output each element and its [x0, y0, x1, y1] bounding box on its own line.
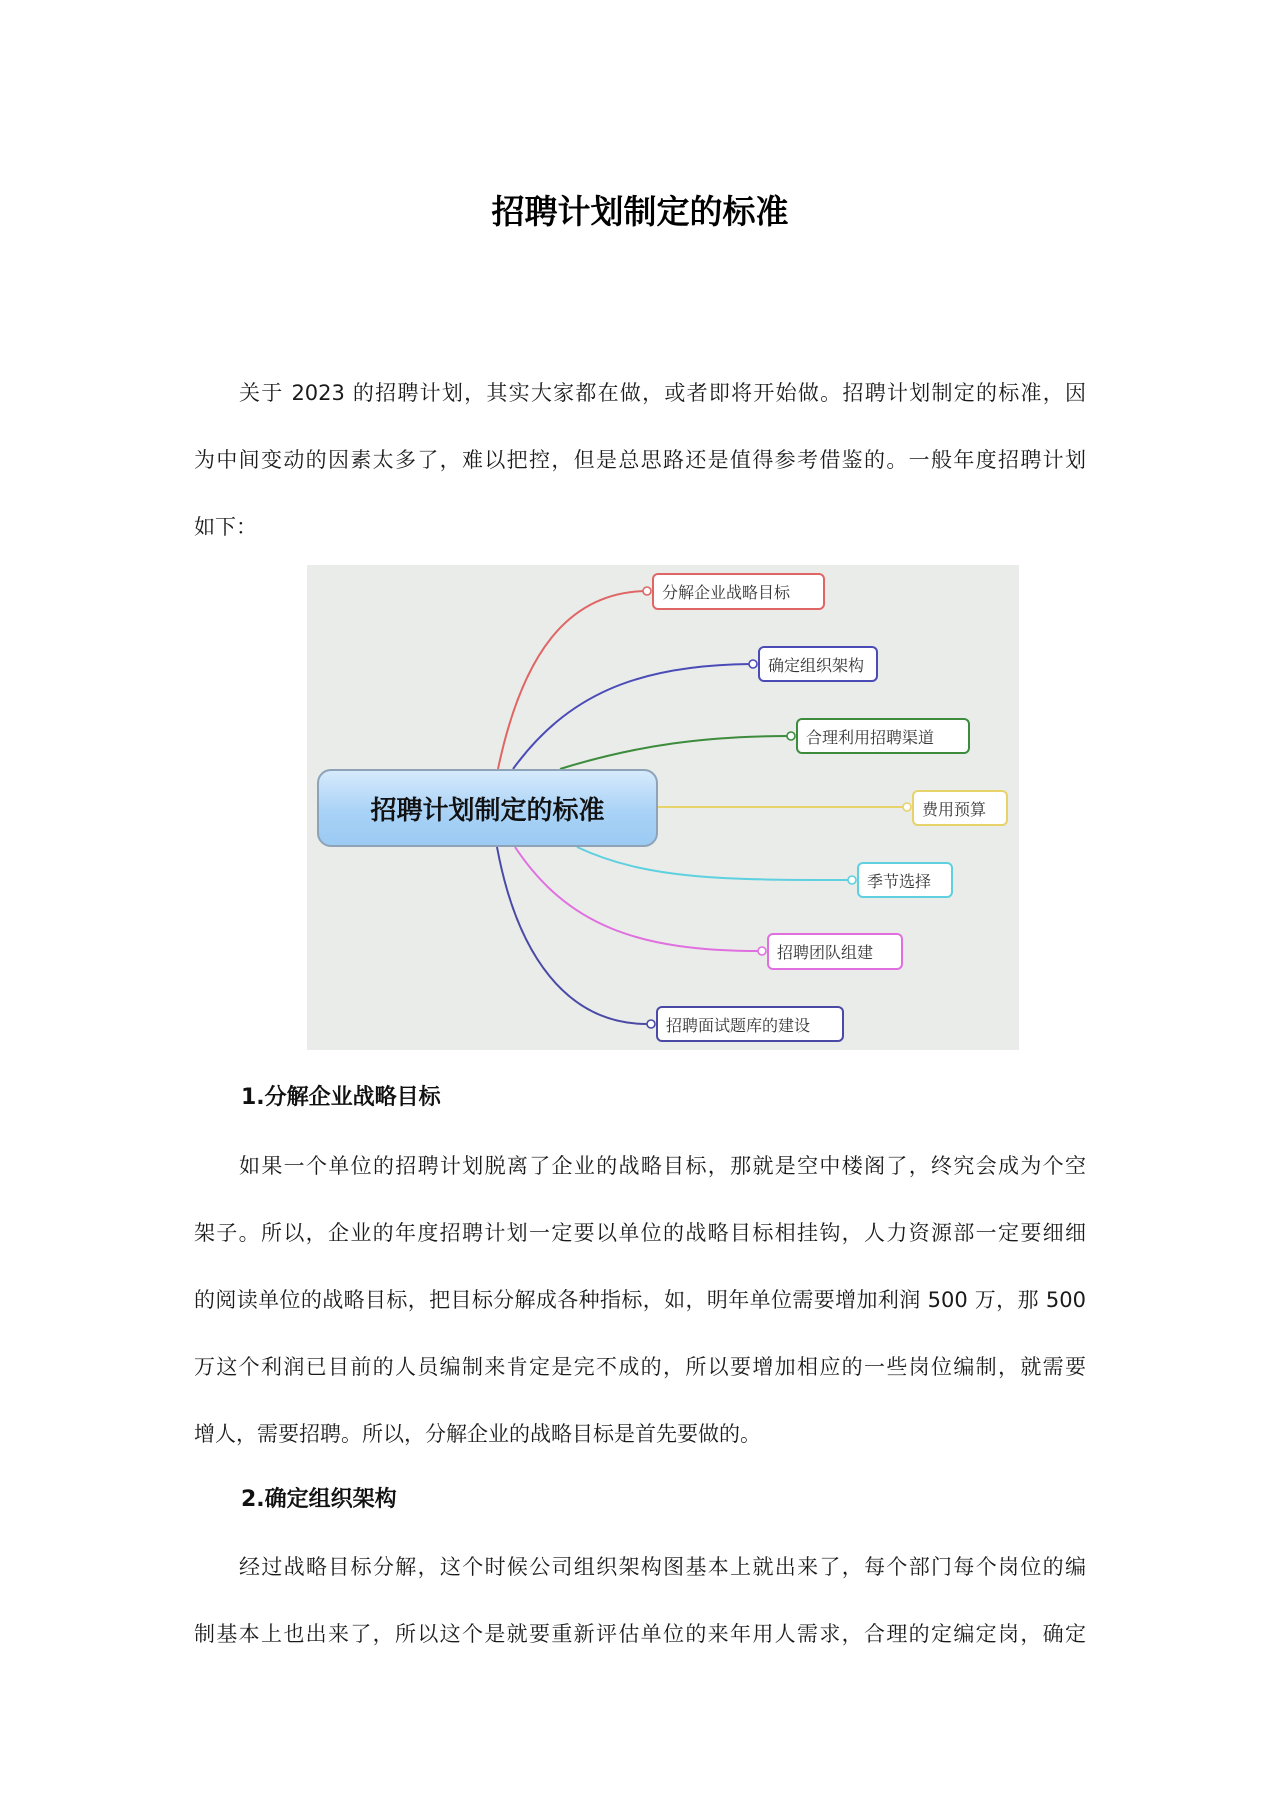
text-line: 制基本上也出来了，所以这个是就要重新评估单位的来年用人需求，合理的定编定岗，确定 [194, 1622, 1086, 1646]
section-heading-1: 1.分解企业战略目标 [241, 1085, 441, 1110]
mindmap-node-strategy: 分解企业战略目标 [652, 573, 825, 610]
intro-paragraph [194, 360, 1086, 561]
mindmap-node-question-bank: 招聘面试题库的建设 [656, 1006, 844, 1042]
section-1-paragraph [194, 1133, 1086, 1468]
mindmap-node-org-structure: 确定组织架构 [758, 646, 878, 682]
mindmap-figure [307, 565, 1019, 1050]
mindmap-node-season: 季节选择 [857, 862, 953, 898]
text-line: 经过战略目标分解，这个时候公司组织架构图基本上就出来了，每个部门每个岗位的编 [239, 1555, 1086, 1579]
mindmap-node-channels: 合理利用招聘渠道 [796, 718, 970, 754]
text-line: 万这个利润已目前的人员编制来肯定是完不成的，所以要增加相应的一些岗位编制，就需要 [194, 1355, 1086, 1379]
text-line: 的阅读单位的战略目标，把目标分解成各种指标，如，明年单位需要增加利润 500 万，那 500 [194, 1288, 1087, 1312]
section-heading-2: 2.确定组织架构 [241, 1487, 397, 1512]
text-line: 架子。所以，企业的年度招聘计划一定要以单位的战略目标相挂钩，人力资源部一定要细细 [194, 1221, 1086, 1245]
mindmap-node-team: 招聘团队组建 [767, 933, 903, 970]
text-line: 关于 2023 的招聘计划，其实大家都在做，或者即将开始做。招聘计划制定的标准，因 [239, 381, 1086, 405]
page-title: 招聘计划制定的标准 [491, 192, 789, 232]
mindmap-central-node: 招聘计划制定的标准 [317, 769, 658, 847]
text-line: 为中间变动的因素太多了，难以把控，但是总思路还是值得参考借鉴的。一般年度招聘计划 [194, 448, 1086, 472]
mindmap-node-budget: 费用预算 [912, 790, 1008, 826]
text-line: 如果一个单位的招聘计划脱离了企业的战略目标，那就是空中楼阁了，终究会成为个空 [239, 1154, 1086, 1178]
section-2-paragraph [194, 1534, 1086, 1668]
text-line: 增人，需要招聘。所以，分解企业的战略目标是首先要做的。 [194, 1422, 761, 1446]
text-line: 如下： [194, 515, 257, 539]
